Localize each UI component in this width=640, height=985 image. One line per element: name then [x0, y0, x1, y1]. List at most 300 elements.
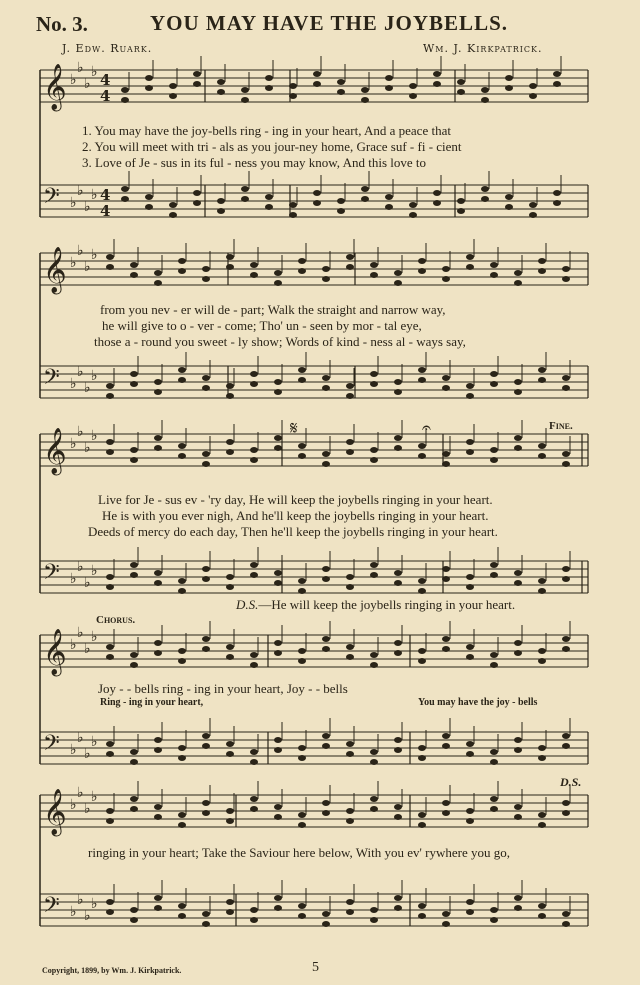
note-head: [226, 264, 234, 270]
note-head: [154, 905, 162, 911]
note-head: [226, 449, 234, 455]
note-head: [337, 89, 345, 95]
note-head: [394, 580, 402, 586]
note-head: [442, 636, 450, 642]
note-head: [154, 379, 162, 385]
note-head: [274, 379, 282, 385]
note-head: [514, 445, 522, 451]
note-head: [490, 272, 498, 278]
note-head: [250, 262, 258, 268]
note-head: [370, 447, 378, 453]
note-head: [298, 648, 306, 654]
note-head: [298, 268, 306, 274]
note-head: [370, 562, 378, 568]
hymn-number: No. 3.: [36, 12, 88, 36]
note-head: [466, 439, 474, 445]
note-head: [514, 379, 522, 385]
note-head: [346, 808, 354, 814]
note-head: [418, 648, 426, 654]
note-head: [418, 588, 426, 594]
note-head: [250, 759, 258, 765]
note-head: [298, 903, 306, 909]
note-head: [481, 97, 489, 103]
note-head: [418, 658, 426, 664]
flat-icon: ♭: [77, 424, 84, 440]
note-head: [130, 272, 138, 278]
note-head: [154, 640, 162, 646]
note-head: [130, 447, 138, 453]
note-head: [514, 747, 522, 753]
note-head: [553, 71, 561, 77]
note-head: [145, 204, 153, 210]
note-head: [106, 574, 114, 580]
note-head: [442, 451, 450, 457]
note-head: [298, 588, 306, 594]
note-head: [322, 266, 330, 272]
flat-icon: ♭: [84, 259, 91, 275]
note-head: [250, 572, 258, 578]
note-head: [106, 644, 114, 650]
note-head: [289, 212, 297, 218]
note-head: [466, 899, 474, 905]
note-head: [178, 453, 186, 459]
treble-clef-icon: 𝄞: [43, 247, 67, 293]
note-head: [322, 743, 330, 749]
note-head: [298, 745, 306, 751]
note-head: [394, 814, 402, 820]
note-head: [442, 266, 450, 272]
note-head: [442, 576, 450, 582]
note-head: [457, 208, 465, 214]
note-head: [202, 576, 210, 582]
note-head: [442, 743, 450, 749]
note-head: [514, 737, 522, 743]
note-head: [250, 907, 258, 913]
note-head: [154, 389, 162, 395]
note-head: [370, 371, 378, 377]
note-head: [178, 903, 186, 909]
note-head: [250, 796, 258, 802]
flat-icon: ♭: [70, 255, 77, 271]
note-head: [169, 202, 177, 208]
chorus-alto-lyric-right: You may have the joy - bells: [418, 697, 538, 708]
flat-icon: ♭: [77, 730, 84, 746]
note-head: [418, 377, 426, 383]
note-head: [442, 646, 450, 652]
note-head: [418, 443, 426, 449]
time-sig-top: 4: [100, 186, 111, 204]
note-head: [322, 921, 330, 927]
page-number: 5: [312, 960, 319, 975]
note-head: [490, 662, 498, 668]
note-head: [346, 383, 354, 389]
note-head: [121, 97, 129, 103]
note-head: [394, 389, 402, 395]
note-head: [202, 646, 210, 652]
note-head: [178, 755, 186, 761]
note-head: [418, 822, 426, 828]
note-head: [274, 445, 282, 451]
bass-clef-icon: 𝄢: [43, 731, 60, 761]
note-head: [346, 264, 354, 270]
note-head: [490, 381, 498, 387]
note-head: [466, 909, 474, 915]
note-head: [226, 899, 234, 905]
note-head: [538, 903, 546, 909]
note-head: [250, 371, 258, 377]
flat-icon: ♭: [70, 195, 77, 211]
note-head: [106, 393, 114, 399]
flat-icon: ♭: [84, 801, 91, 817]
flat-icon: ♭: [70, 571, 77, 587]
note-head: [466, 393, 474, 399]
note-head: [322, 276, 330, 282]
ds-label: D.S.: [236, 597, 259, 612]
note-head: [169, 83, 177, 89]
chorus-alto-lyric-left: Ring - ing in your heart,: [100, 697, 204, 708]
note-head: [418, 913, 426, 919]
note-head: [178, 443, 186, 449]
note-head: [385, 194, 393, 200]
note-head: [394, 737, 402, 743]
note-head: [562, 800, 570, 806]
note-head: [298, 822, 306, 828]
note-head: [394, 435, 402, 441]
note-head: [442, 921, 450, 927]
flat-icon: ♭: [77, 892, 84, 908]
note-head: [361, 186, 369, 192]
note-head: [250, 652, 258, 658]
note-head: [274, 814, 282, 820]
note-head: [178, 367, 186, 373]
note-head: [514, 435, 522, 441]
note-head: [553, 190, 561, 196]
note-head: [274, 270, 282, 276]
note-head: [178, 258, 186, 264]
note-head: [442, 566, 450, 572]
note-head: [298, 258, 306, 264]
note-head: [370, 262, 378, 268]
note-head: [394, 280, 402, 286]
note-head: [298, 578, 306, 584]
note-head: [442, 733, 450, 739]
note-head: [106, 254, 114, 260]
note-head: [178, 268, 186, 274]
flat-icon: ♭: [91, 428, 98, 444]
note-head: [466, 644, 474, 650]
note-head: [361, 196, 369, 202]
hymn-title: YOU MAY HAVE THE JOYBELLS.: [150, 11, 509, 35]
note-head: [322, 911, 330, 917]
note-head: [298, 755, 306, 761]
note-head: [241, 186, 249, 192]
note-head: [202, 566, 210, 572]
note-head: [217, 208, 225, 214]
note-head: [265, 194, 273, 200]
flat-icon: ♭: [84, 746, 91, 762]
note-head: [346, 909, 354, 915]
note-head: [202, 451, 210, 457]
note-head: [505, 204, 513, 210]
note-head: [514, 270, 522, 276]
note-head: [418, 755, 426, 761]
note-head: [538, 443, 546, 449]
note-head: [562, 921, 570, 927]
note-head: [274, 747, 282, 753]
note-head: [490, 806, 498, 812]
treble-clef-icon: 𝄞: [43, 64, 67, 110]
note-head: [538, 755, 546, 761]
treble-clef-icon: 𝄞: [43, 789, 67, 835]
note-head: [226, 574, 234, 580]
note-head: [490, 572, 498, 578]
note-head: [145, 75, 153, 81]
note-head: [274, 280, 282, 286]
flat-icon: ♭: [84, 641, 91, 657]
note-head: [514, 804, 522, 810]
note-head: [274, 895, 282, 901]
note-head: [250, 806, 258, 812]
note-head: [202, 266, 210, 272]
flat-icon: ♭: [70, 904, 77, 920]
note-head: [370, 272, 378, 278]
chorus-lyric: Joy - - bells ring - ing in your heart, Joy - - bells: [98, 681, 348, 696]
note-head: [130, 796, 138, 802]
note-head: [274, 650, 282, 656]
note-head: [538, 453, 546, 459]
note-head: [226, 393, 234, 399]
flat-icon: ♭: [77, 785, 84, 801]
time-sig-top: 4: [100, 71, 111, 89]
note-head: [130, 907, 138, 913]
note-head: [313, 81, 321, 87]
note-head: [130, 662, 138, 668]
note-head: [106, 751, 114, 757]
note-head: [202, 375, 210, 381]
note-head: [562, 461, 570, 467]
note-head: [193, 200, 201, 206]
note-head: [490, 796, 498, 802]
note-head: [346, 818, 354, 824]
note-head: [538, 268, 546, 274]
flat-icon: ♭: [70, 376, 77, 392]
note-head: [466, 818, 474, 824]
note-head: [274, 905, 282, 911]
note-head: [298, 367, 306, 373]
note-head: [409, 83, 417, 89]
note-head: [250, 272, 258, 278]
note-head: [313, 71, 321, 77]
note-head: [322, 566, 330, 572]
note-head: [370, 796, 378, 802]
note-head: [226, 254, 234, 260]
note-head: [154, 270, 162, 276]
note-head: [289, 83, 297, 89]
flat-icon: ♭: [91, 896, 98, 912]
note-head: [514, 570, 522, 576]
note-head: [538, 812, 546, 818]
note-head: [130, 572, 138, 578]
note-head: [130, 371, 138, 377]
flat-icon: ♭: [84, 440, 91, 456]
note-head: [370, 572, 378, 578]
note-head: [562, 385, 570, 391]
flat-icon: ♭: [77, 364, 84, 380]
note-head: [538, 913, 546, 919]
note-head: [394, 650, 402, 656]
note-head: [385, 204, 393, 210]
system1-verse3: 3. Love of Je - sus in its ful - ness you may know, And this love to: [82, 155, 426, 170]
note-head: [169, 212, 177, 218]
note-head: [298, 812, 306, 818]
flat-icon: ♭: [70, 797, 77, 813]
note-head: [178, 588, 186, 594]
note-head: [370, 381, 378, 387]
note-head: [217, 79, 225, 85]
note-head: [154, 747, 162, 753]
note-head: [370, 759, 378, 765]
note-head: [346, 644, 354, 650]
note-head: [394, 640, 402, 646]
note-head: [106, 808, 114, 814]
note-head: [529, 93, 537, 99]
flat-icon: ♭: [84, 199, 91, 215]
note-head: [202, 921, 210, 927]
flat-icon: ♭: [84, 76, 91, 92]
note-head: [202, 800, 210, 806]
note-head: [394, 747, 402, 753]
note-head: [250, 917, 258, 923]
flat-icon: ♭: [70, 742, 77, 758]
note-head: [178, 648, 186, 654]
bass-clef-icon: 𝄢: [43, 184, 60, 214]
note-head: [202, 276, 210, 282]
note-head: [514, 650, 522, 656]
note-head: [385, 75, 393, 81]
note-head: [298, 453, 306, 459]
note-head: [145, 85, 153, 91]
note-head: [154, 737, 162, 743]
note-head: [562, 743, 570, 749]
note-head: [409, 212, 417, 218]
note-head: [370, 806, 378, 812]
note-head: [394, 895, 402, 901]
note-head: [505, 194, 513, 200]
note-head: [121, 196, 129, 202]
note-head: [322, 733, 330, 739]
flat-icon: ♭: [70, 436, 77, 452]
note-head: [274, 804, 282, 810]
flat-icon: ♭: [91, 64, 98, 80]
note-head: [370, 907, 378, 913]
note-head: [202, 461, 210, 467]
note-head: [106, 654, 114, 660]
note-head: [490, 447, 498, 453]
note-head: [490, 907, 498, 913]
note-head: [490, 371, 498, 377]
note-head: [178, 822, 186, 828]
note-head: [481, 196, 489, 202]
note-head: [481, 87, 489, 93]
note-head: [217, 89, 225, 95]
note-head: [106, 741, 114, 747]
note-head: [433, 190, 441, 196]
note-head: [337, 79, 345, 85]
note-head: [250, 457, 258, 463]
note-head: [562, 646, 570, 652]
note-head: [514, 814, 522, 820]
note-head: [394, 379, 402, 385]
note-head: [106, 899, 114, 905]
flat-icon: ♭: [77, 625, 84, 641]
note-head: [346, 439, 354, 445]
note-head: [562, 451, 570, 457]
note-head: [178, 578, 186, 584]
note-head: [154, 445, 162, 451]
note-head: [394, 445, 402, 451]
note-head: [130, 457, 138, 463]
note-head: [130, 749, 138, 755]
note-head: [241, 97, 249, 103]
note-head: [274, 435, 282, 441]
fine-mark: Fine.: [549, 420, 573, 432]
note-head: [130, 381, 138, 387]
note-head: [226, 741, 234, 747]
note-head: [370, 917, 378, 923]
note-head: [346, 899, 354, 905]
note-head: [154, 895, 162, 901]
note-head: [250, 562, 258, 568]
note-head: [130, 652, 138, 658]
note-head: [106, 383, 114, 389]
note-head: [457, 198, 465, 204]
note-head: [250, 381, 258, 387]
note-head: [241, 196, 249, 202]
note-head: [226, 584, 234, 590]
flat-icon: ♭: [84, 380, 91, 396]
bass-clef-icon: 𝄢: [43, 365, 60, 395]
treble-clef-icon: 𝄞: [43, 629, 67, 675]
note-head: [346, 254, 354, 260]
note-head: [130, 562, 138, 568]
note-head: [490, 759, 498, 765]
note-head: [490, 749, 498, 755]
system1-verse2: 2. You will meet with tri - als as you jour-ney home, Grace suf - fi - cient: [82, 139, 462, 154]
note-head: [433, 81, 441, 87]
note-head: [145, 194, 153, 200]
note-head: [457, 89, 465, 95]
fermata-sign: 𝄐: [422, 420, 431, 437]
composer-credit: Wm. J. Kirkpatrick.: [423, 42, 543, 55]
note-head: [394, 905, 402, 911]
time-sig-bottom: 4: [100, 202, 111, 220]
note-head: [337, 198, 345, 204]
note-head: [514, 640, 522, 646]
note-head: [418, 258, 426, 264]
note-head: [202, 810, 210, 816]
note-head: [265, 85, 273, 91]
note-head: [442, 276, 450, 282]
note-head: [562, 911, 570, 917]
note-head: [313, 190, 321, 196]
note-head: [538, 258, 546, 264]
note-head: [538, 822, 546, 828]
note-head: [418, 578, 426, 584]
system3-verse2: He is with you ever nigh, And he'll keep the joybells ringing in your heart.: [102, 508, 489, 523]
system3-verse3: Deeds of mercy do each day, Then he'll keep the joybells ringing in your heart.: [88, 524, 498, 539]
note-head: [538, 367, 546, 373]
note-head: [466, 574, 474, 580]
